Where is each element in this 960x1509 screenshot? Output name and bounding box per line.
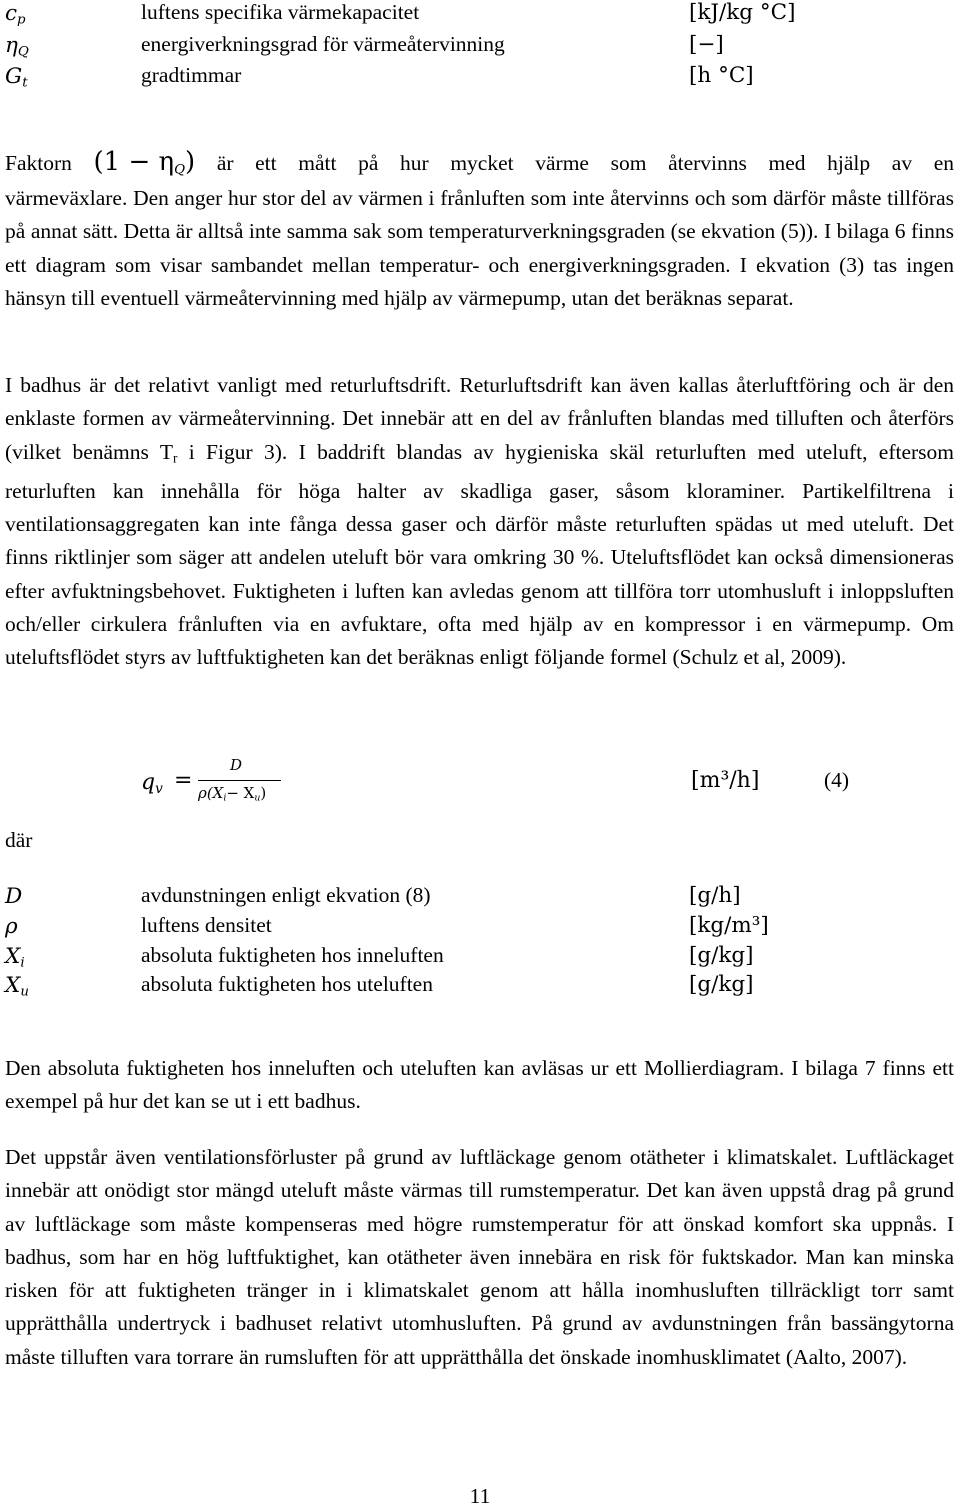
paragraph-returluft: I badhus är det relativt vanligt med returluftsdrift. Returluftsdrift kan även kallas återluftföring och är den enklaste formen av värmeåtervinning. Det innebär att en del av frånluften blandas med tilluften och återförs (vilket benämns $T_r$ i Figur 3). I baddrift blandas av hygieniska skäl returluften med uteluft, eftersom returluften kan innehålla för höga halter av skadliga gaser, såsom kloraminer. Partikelfiltrena i ventilationsaggregaten kan inte fånga dessa gaser och därför måste returluften spädas ut med uteluft. Det finns riktlinjer som säger att andelen uteluft bör vara omkring 30 %. Uteluftsflödet kan också dimensioneras efter avfuktningsbehovet. Fuktigheten i luften kan avledas genom att tillföra torr utomhusluft i inloppsluften och/eller cirkulera frånluften via en avfuktare, ofta med hjälp av en kompressor i en värmepump. Om uteluftsflödet styrs av luftfuktigheten kan det beräknas enligt följande formel (Schulz et al, 2009).: [5, 373, 954, 670]
formula-denominator: $\rho(X_i- X_u)$: [198, 784, 267, 804]
page-number: 11: [469, 1484, 491, 1508]
def-symbol: $c_p$: [5, 1, 26, 28]
formula-lhs: $q_v$: [141, 770, 163, 797]
def-description: gradtimmar: [141, 63, 242, 87]
def-symbol: $G_t$: [5, 64, 28, 91]
def-description: luftens densitet: [141, 913, 272, 937]
def-description: absoluta fuktigheten hos uteluften: [141, 972, 433, 996]
formula-equals: =: [174, 768, 193, 793]
def-unit: [g/kg]: [689, 943, 754, 968]
paragraph-mollier: Den absoluta fuktigheten hos inneluften och uteluften kan avläsas ur ett Mollierdiagram. I bilaga 7 finns ett exempel på hur det kan se ut i ett badhus.: [5, 1056, 954, 1114]
def-symbol: $X_i$: [5, 944, 25, 971]
formula-number: (4): [824, 768, 850, 792]
def-unit: [g/h]: [689, 883, 741, 908]
def-unit: [h °C]: [689, 63, 754, 88]
def-symbol: $\eta_Q$: [5, 33, 29, 60]
formula-numerator: D: [230, 756, 243, 774]
paragraph-luftlackage: Det uppstår även ventilationsförluster på grund av luftläckage genom otätheter i klimatskalet. Luftläckaget innebär att onödigt stor mängd uteluft måste värmas till rumstemperatur. Det kan även uppstå drag på grund av luftläckage som måste kompenseras med högre rumstemperatur för att önskad komfort ska uppnås. I badhus, som har en hög luftfuktighet, kan otätheter även innebära en risk för fuktskador. Man kan minska risken för att fuktigheten tränger in i klimatskalet genom att hålla inomhusluften tillräckligt torr samt upprätthålla undertryck i badhuset relativt utomhusluften. På grund av avdunstningen från bassängytorna måste tilluften vara torrare än rumsluften för att upprätthålla det önskade inomhusklimatet (Aalto, 2007).: [5, 1145, 954, 1369]
def-symbol: ρ: [5, 914, 18, 939]
def-unit: [−]: [689, 32, 724, 57]
def-symbol: D: [5, 884, 23, 909]
formula-unit: [m³/h]: [691, 768, 760, 793]
def-description: avdunstningen enligt ekvation (8): [141, 883, 431, 907]
dar-label: där: [5, 828, 33, 852]
paragraph-body: värmeväxlare. Den anger hur stor del av värmen i frånluften som inte återvinns och som därför måste tillföras på annat sätt. Detta är alltså inte samma sak som temperaturverkningsgraden (se ekvation (5)). I bilaga 6 finns ett diagram som visar sambandet mellan temperatur- och energiverkningsgraden. I ekvation (3) tas ingen hänsyn till eventuell värmeåtervinning med hjälp av värmepump, utan det beräknas separat.: [5, 186, 954, 310]
def-description: absoluta fuktigheten hos inneluften: [141, 943, 444, 967]
fraction-bar: [198, 780, 281, 781]
def-unit: [kg/m³]: [689, 913, 769, 938]
def-description: luftens specifika värmekapacitet: [141, 0, 420, 24]
factor-expression: $(1 - \eta_Q)$: [93, 147, 196, 178]
paragraph-first-line: Faktorn $(1 - \eta_Q)$ är ett mått på hur mycket värme som återvinns med hjälp av en: [5, 147, 954, 178]
def-symbol: $X_u$: [5, 973, 29, 1000]
def-unit: [kJ/kg °C]: [689, 0, 796, 25]
def-unit: [g/kg]: [689, 972, 754, 997]
def-description: energiverkningsgrad för värmeåtervinning: [141, 32, 505, 56]
